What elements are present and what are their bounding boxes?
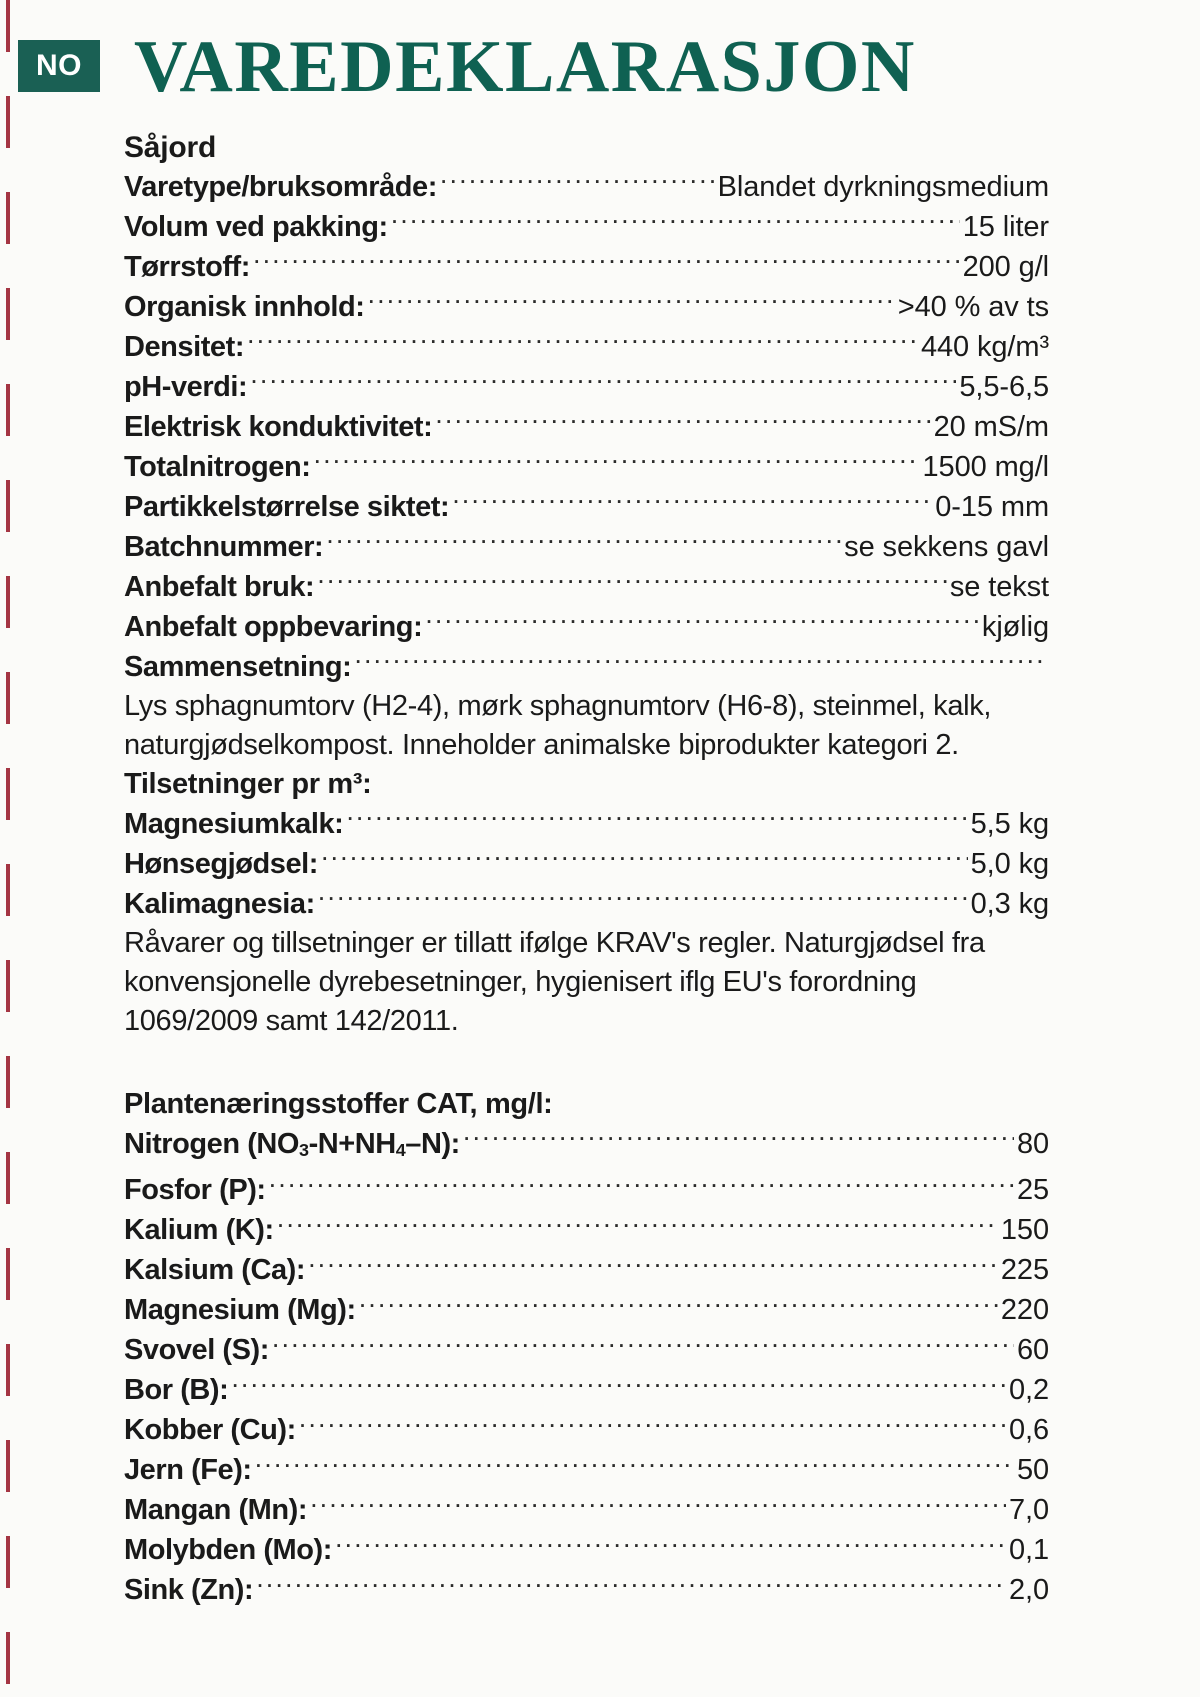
dotted-leader	[346, 804, 967, 833]
dotted-leader	[256, 1570, 1006, 1599]
spec-row	[124, 1290, 1049, 1330]
spec-value: 5,5-6,5	[959, 371, 1049, 403]
dotted-leader	[318, 884, 968, 913]
dotted-leader	[313, 447, 919, 476]
spec-value: 7,0	[1008, 1494, 1049, 1527]
spec-row	[124, 407, 1049, 447]
spec-row	[124, 607, 1049, 647]
spec-row	[124, 884, 1049, 924]
spec-row	[124, 527, 1049, 567]
additives-heading: Tilsetninger pr m³:	[124, 768, 372, 800]
spec-label: Kalium (K):	[124, 1214, 274, 1247]
dotted-leader	[269, 1170, 1014, 1199]
locale-badge-no: NO	[18, 40, 100, 92]
spec-row	[124, 1330, 1049, 1370]
spec-row	[124, 567, 1049, 607]
dotted-leader	[391, 207, 960, 236]
spec-row	[124, 287, 1049, 327]
spec-value: 150	[1000, 1214, 1049, 1247]
spec-row	[124, 367, 1049, 407]
dotted-leader	[253, 247, 960, 276]
product-name: Såjord	[124, 131, 217, 164]
spec-row	[124, 1410, 1049, 1450]
dotted-leader	[452, 487, 932, 516]
spec-row	[124, 1250, 1049, 1290]
dotted-leader	[367, 287, 894, 316]
spec-row	[124, 1530, 1049, 1570]
spec-row	[124, 1370, 1049, 1410]
spec-value: >40 % av ts	[897, 291, 1049, 323]
spec-value: 5,0 kg	[970, 848, 1049, 880]
spec-value: 15 liter	[962, 211, 1049, 243]
spec-label: Magnesiumkalk:	[124, 808, 344, 840]
dotted-leader	[463, 1124, 1014, 1153]
spec-value: 50	[1016, 1454, 1049, 1487]
dotted-leader	[326, 527, 841, 556]
spec-row	[124, 1210, 1049, 1250]
spec-value: se sekkens gavl	[844, 531, 1049, 563]
spec-row	[124, 844, 1049, 884]
spec-label: Varetype/bruksområde:	[124, 171, 437, 203]
spec-value: 0-15 mm	[935, 491, 1049, 523]
spec-value: 0,1	[1008, 1534, 1049, 1567]
spec-label: Molybden (Mo):	[124, 1534, 332, 1567]
spec-label: Nitrogen $(NO_3-N+NH_4-N)$:	[124, 1128, 460, 1161]
dotted-leader	[321, 844, 968, 873]
dotted-leader	[308, 1250, 998, 1279]
dotted-leader	[310, 1490, 1006, 1519]
additives-list	[124, 804, 1049, 924]
spec-value: 20 mS/m	[933, 411, 1049, 443]
dotted-leader	[435, 407, 930, 436]
spec-label: Svovel (S):	[124, 1334, 269, 1367]
krav-text: Råvarer og tillsetninger er tillatt ifølge KRAV's regler. Naturgjødsel fra konvensjonelle dyrebesetninger, hygienisert iflg EU's forordning 1069/2009 samt 142/2011.	[124, 927, 985, 1037]
spec-row	[124, 447, 1049, 487]
spec-row	[124, 487, 1049, 527]
spec-label: Jern (Fe):	[124, 1454, 252, 1487]
spec-label: Organisk innhold:	[124, 291, 365, 323]
spec-value: se tekst	[949, 571, 1049, 603]
spec-label: Kobber (Cu):	[124, 1414, 296, 1447]
dotted-leader	[255, 1450, 1014, 1479]
spec-label: Mangan (Mn):	[124, 1494, 308, 1527]
label-header	[18, 26, 1178, 108]
spec-label: Batchnummer:	[124, 531, 324, 563]
spec-label: Kalimagnesia:	[124, 888, 315, 920]
spec-value: 440 kg/m³	[920, 331, 1049, 363]
spec-value: Blandet dyrkningsmedium	[717, 171, 1049, 203]
spec-label: Volum ved pakking:	[124, 211, 388, 243]
spec-label: Fosfor (P):	[124, 1174, 266, 1207]
spec-label: Magnesium (Mg):	[124, 1294, 356, 1327]
spec-value: 225	[1000, 1254, 1049, 1287]
spec-value: 0,6	[1008, 1414, 1049, 1447]
spec-row	[124, 1570, 1049, 1610]
spec-label: Partikkelstørrelse siktet:	[124, 491, 450, 523]
page-title: VAREDEKLARASJON	[134, 26, 916, 108]
spec-row	[124, 1490, 1049, 1530]
spec-list	[124, 167, 1049, 687]
spec-value: 0,2	[1008, 1374, 1049, 1407]
dotted-leader	[231, 1370, 1006, 1399]
dotted-leader	[354, 647, 1046, 676]
dotted-leader	[272, 1330, 1014, 1359]
spec-label: Bor (B):	[124, 1374, 229, 1407]
dotted-leader	[425, 607, 979, 636]
dotted-leader	[277, 1210, 998, 1239]
spec-label: Sink (Zn):	[124, 1574, 254, 1607]
spec-row	[124, 327, 1049, 367]
spec-label: Hønsegjødsel:	[124, 848, 318, 880]
spec-row	[124, 247, 1049, 287]
spec-label: Tørrstoff:	[124, 251, 250, 283]
spec-label: Sammensetning:	[124, 651, 352, 683]
dotted-leader	[359, 1290, 998, 1319]
spec-label: Anbefalt oppbevaring:	[124, 611, 423, 643]
spec-value: 2,0	[1008, 1574, 1049, 1607]
spec-label: Anbefalt bruk:	[124, 571, 315, 603]
spec-value: 80	[1016, 1128, 1049, 1160]
dotted-leader	[440, 167, 715, 196]
section-spacer	[124, 1041, 1049, 1085]
spec-row	[124, 167, 1049, 207]
spec-row	[124, 1450, 1049, 1490]
spec-value: 0,3 kg	[970, 888, 1049, 920]
nutrients-heading: Plantenæringsstoffer CAT, mg/l:	[124, 1088, 553, 1120]
spec-value: 25	[1016, 1174, 1049, 1207]
spec-label: pH-verdi:	[124, 371, 248, 403]
spec-label: Totalnitrogen:	[124, 451, 311, 483]
dotted-leader	[299, 1410, 1006, 1439]
spec-label: Kalsium (Ca):	[124, 1254, 306, 1287]
spec-value: 220	[1000, 1294, 1049, 1327]
dotted-leader	[247, 327, 918, 356]
spec-row	[124, 207, 1049, 247]
spec-value: 5,5 kg	[970, 808, 1049, 840]
spec-row	[124, 647, 1049, 687]
spec-value: 200 g/l	[962, 251, 1049, 283]
spec-label: Densitet:	[124, 331, 245, 363]
spec-value: 60	[1016, 1334, 1049, 1367]
spec-value: 1500 mg/l	[922, 451, 1049, 483]
dotted-leader	[250, 367, 956, 396]
spec-row	[124, 804, 1049, 844]
composition-text: Lys sphagnumtorv (H2-4), mørk sphagnumtorv (H6-8), steinmel, kalk, naturgjødselkompost. Inneholder animalske biprodukter kategori 2.	[124, 690, 992, 761]
label-body	[124, 128, 1049, 1610]
spec-row	[124, 1170, 1049, 1210]
dotted-leader	[317, 567, 947, 596]
spec-value: kjølig	[981, 611, 1049, 643]
perforation-cut-line	[6, 0, 10, 1697]
spec-label: Elektrisk konduktivitet:	[124, 411, 433, 443]
spec-row	[124, 1124, 1049, 1170]
dotted-leader	[335, 1530, 1006, 1559]
nutrients-list	[124, 1124, 1049, 1610]
